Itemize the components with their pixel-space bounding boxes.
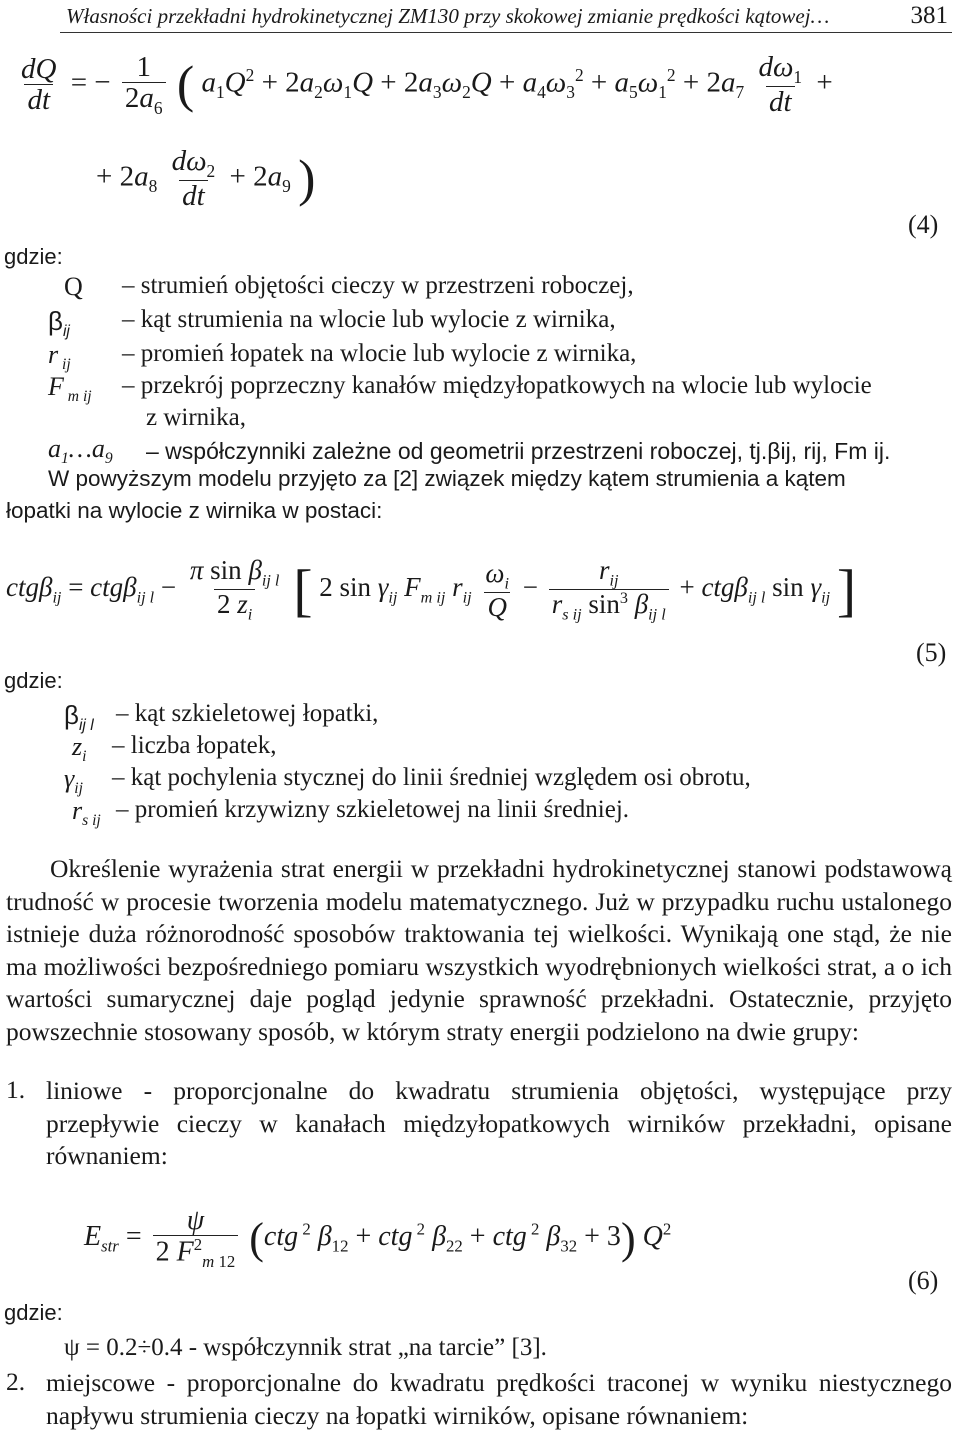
list-item-2-text: miejscowe - proporcjonalne do kwadratu prędkości traconej w wyniku niestycznego napływu strumienia cieczy na łopatki wirników, opisane równaniem: <box>46 1368 952 1430</box>
equation-4-line-2: + $2a_8$ $\frac{d\omega_2}{dt}$ + $2a_9$ ) <box>96 145 316 213</box>
gdzie-label-2: gdzie: <box>4 668 63 693</box>
def-symbol-F: F $_{m ij}$ <box>48 372 92 406</box>
def-text-F: – przekrój poprzeczny kanałów międzyłopatkowych na wlocie lub wylocie <box>122 372 872 399</box>
def-text-Q: – strumień objętości cieczy w przestrzeni roboczej, <box>122 272 634 299</box>
def2-symbol-gamma: $\gamma_{ij}$ <box>64 764 83 798</box>
def-text-F-cont: z wirnika, <box>146 404 246 431</box>
def2-symbol-beta: $\beta_{ij l}$ <box>64 700 94 735</box>
equation-4-number: (4) <box>908 210 939 239</box>
gdzie-label-1: gdzie: <box>4 244 63 269</box>
equation-4-line-1: $\frac{dQ}{dt}$ = − $\frac{1}{2a_6}$ ( $a_1Q^2 + 2a_2\omega_1Q + 2a_3\omega_2Q + a_4\omega_3^2 + a_5\omega_1^2 + 2a_7$ $\frac{d\omega_1}{dt}$ + <box>21 51 833 119</box>
def2-symbol-z: $z_i$ <box>72 732 87 766</box>
list-item-1-number: 1. <box>6 1075 26 1104</box>
header-title: Własności przekładni hydrokinetycznej ZM130 przy skokowej zmianie prędkości kątowej… <box>66 4 830 28</box>
list-item-2-number: 2. <box>6 1367 26 1396</box>
paragraph-2: Określenie wyrażenia strat energii w przekładni hydrokinetycznej stanowi podstawową trudność w procesie tworzenia modelu matematycznego. Już w przypadku ruchu ustalonego istnieje duża różnorodność sposobów traktowania tej wielkości. Wynikają one stąd, że nie ma możliwości bezpośredniego pomiaru wszystkich wyodrębnionych wielkości strat, a o ich wartości sumarycznej daje pogląd jedynie sprawność przekładni. Ostatecznie, przyjęto powszechnie stosowany sposób, w którym straty energii podzielono na dwie grupy: <box>6 854 952 1046</box>
def-text-a: – współczynniki zależne od geometrii przestrzeni roboczej, tj.βij, rij, Fm ij. <box>146 438 891 464</box>
psi-definition: ψ = 0.2÷0.4 - współczynnik strat „na tarcie” [3]. <box>64 1334 547 1361</box>
def2-text-gamma: – kąt pochylenia stycznej do linii średniej względem osi obrotu, <box>112 764 751 791</box>
def-text-beta: – kąt strumienia na wlocie lub wylocie z wirnika, <box>122 306 616 333</box>
def2-text-rs: – promień krzywizny szkieletowej na linii średniej. <box>116 796 630 823</box>
equation-5: ctgβ$_{ij}$ = ctgβ$_{ij l}$ − $\frac{\pi \sin \beta_{ij l}}{2 z_i}$ [ 2 $\sin \gamma_{ij}$ $F_{m ij}$ $r_{ij}$ $\frac{\omega_i}{Q}$ − $\frac{r_{ij}}{r_{s ij} \sin^3 \beta_{ij l}}$ + ctgβ$_{ij l}$ $\sin \gamma_{ij}$ ] <box>6 555 857 624</box>
def-symbol-beta: $\beta_{ij}$ <box>48 306 70 341</box>
page-number: 381 <box>910 2 948 29</box>
def-text-r: – promień łopatek na wlocie lub wylocie z wirnika, <box>122 340 637 367</box>
def2-text-z: – liczba łopatek, <box>112 732 277 759</box>
paragraph-1-line-1: W powyższym modelu przyjęto za [2] związek między kątem strumienia a kątem <box>48 466 846 491</box>
equation-6: $E_{str}$ = $\frac{\psi}{2 F^2_{m 12}}$ (ctg $^2$ $\beta_{12}$ + ctg $^2$ $\beta_{22}$ + ctg $^2$ $\beta_{32} + 3$) $Q^2$ <box>84 1205 672 1272</box>
equation-6-number: (6) <box>908 1266 939 1295</box>
running-header <box>60 2 952 33</box>
def-symbol-Q: Q <box>64 272 83 301</box>
def-symbol-a: $a_1\dots a_9$ <box>48 434 113 468</box>
def-symbol-r: r $_{ij}$ <box>48 340 71 374</box>
gdzie-label-3: gdzie: <box>4 1300 63 1325</box>
def2-text-beta: – kąt szkieletowej łopatki, <box>116 700 379 727</box>
list-item-1-text: liniowe - proporcjonalne do kwadratu strumienia objętości, występujące przy przepływie cieczy w kanałach międzyłopatkowych wirników przekładni, opisane równaniem: <box>46 1076 952 1171</box>
def2-symbol-rs: $r_{s ij}$ <box>72 796 101 830</box>
paragraph-1-line-2: łopatki na wylocie z wirnika w postaci: <box>6 498 383 523</box>
equation-5-number: (5) <box>916 638 947 667</box>
